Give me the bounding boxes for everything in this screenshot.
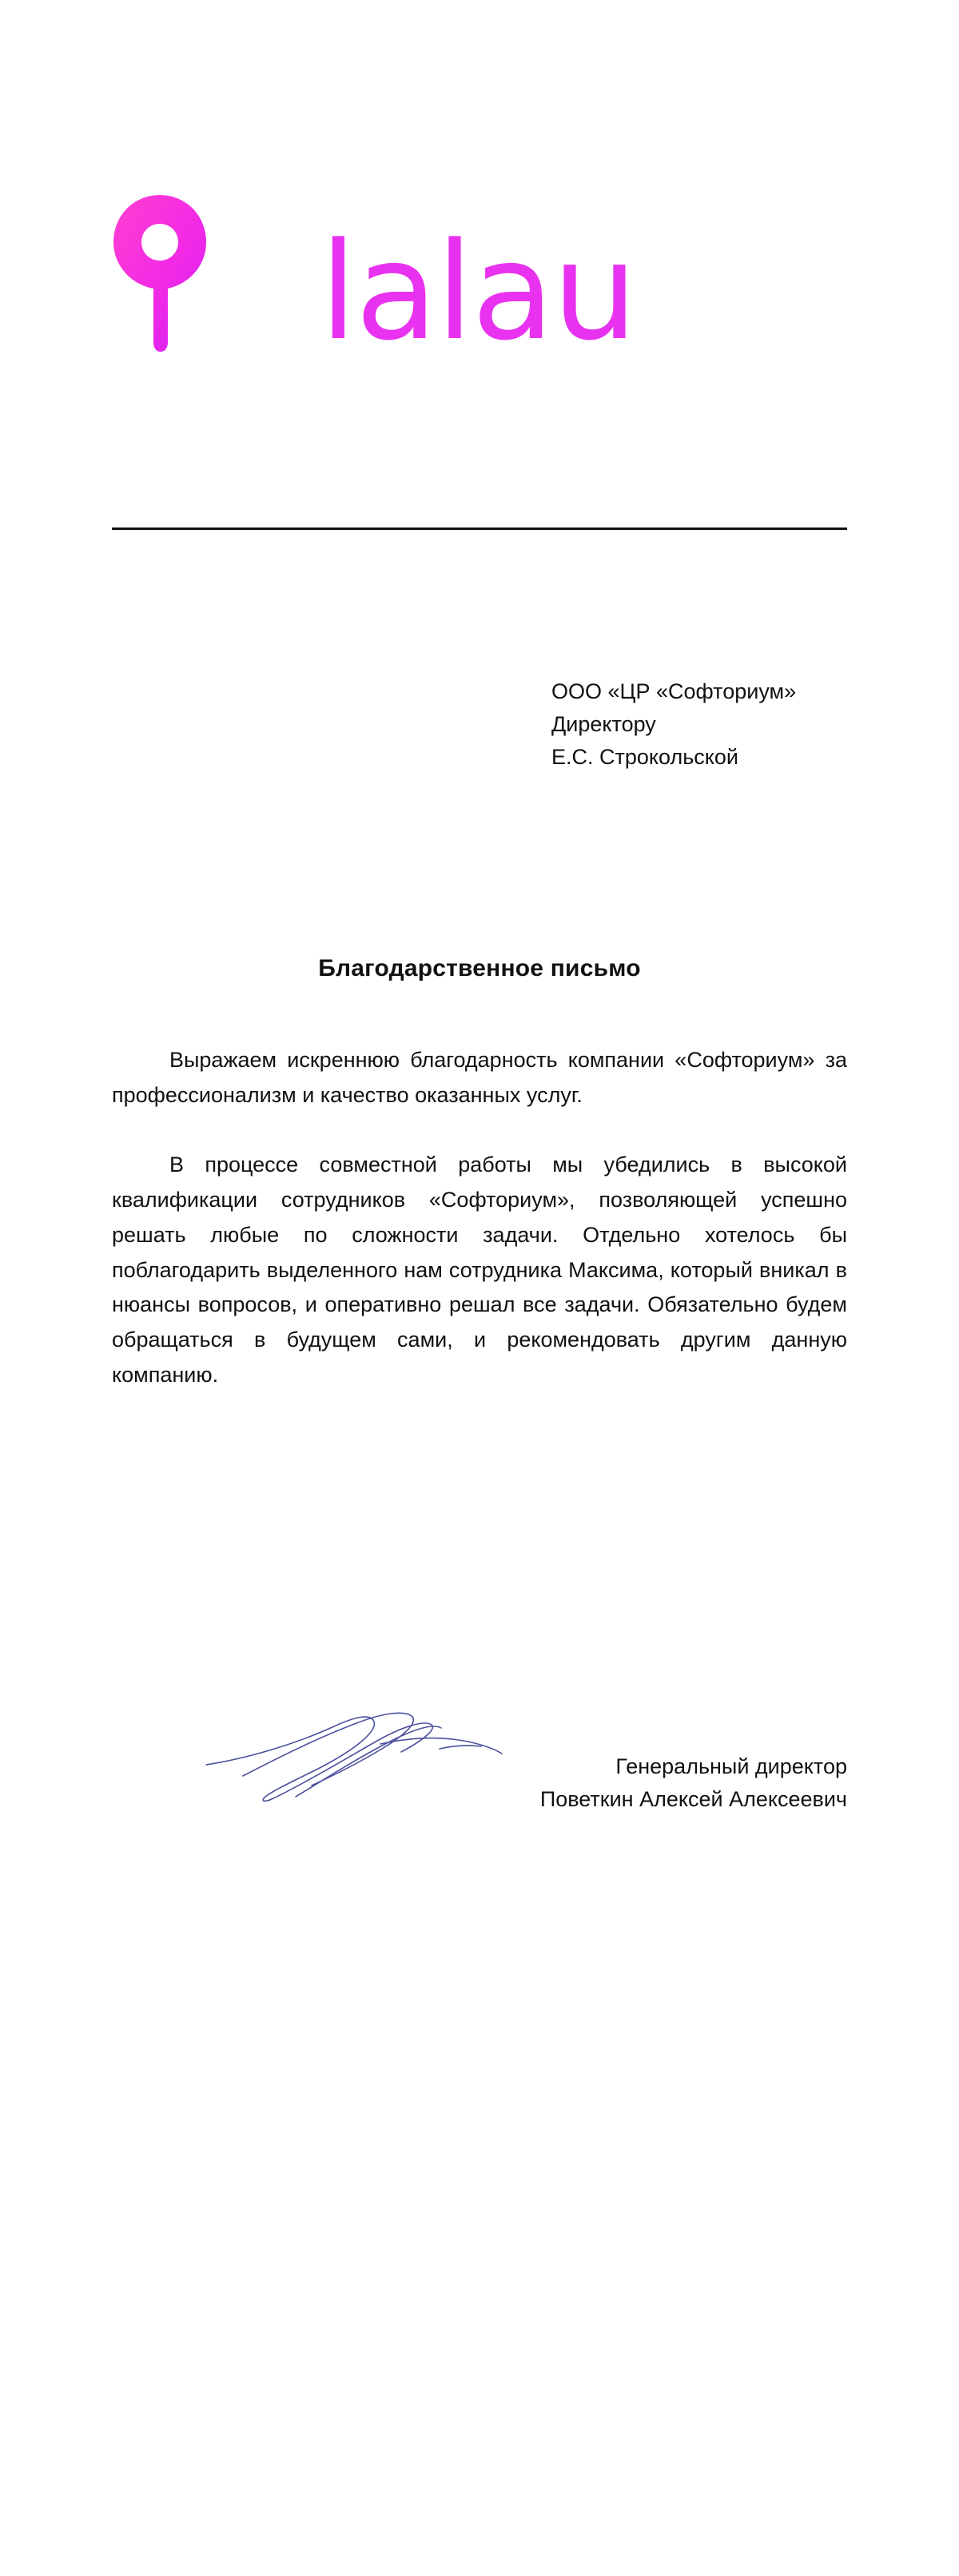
addressee-name: Е.С. Строкольской [551, 745, 738, 770]
addressee-block [551, 675, 796, 774]
page-title: Благодарственное письмо [318, 955, 641, 981]
lalau-pin-logo-icon [112, 192, 208, 384]
signature-block [112, 1702, 847, 1862]
addressee-role: Директору [551, 712, 656, 737]
signer-details [540, 1750, 847, 1815]
letterhead [112, 0, 847, 371]
signer-position: Генеральный директор [615, 1754, 847, 1778]
body-paragraph-2: В процессе совместной работы мы убедились в высокой квалификации сотрудников «Софториум», позволяющей успешно решать любые по сложности задачи. Отдельно хотелось бы поблагодарить выделенного нам сотрудника Максима, который вникал в нюансы вопросов, и оперативно решал все задачи. Обязательно будем обращаться в будущем сами, и рекомендовать другим данную компанию. [112, 1153, 847, 1387]
logo-row [112, 192, 847, 384]
lalau-wordmark: lalau [320, 213, 636, 371]
handwritten-signature-icon [200, 1702, 519, 1810]
header-divider [112, 528, 847, 530]
addressee-company: ООО «ЦР «Софториум» [551, 679, 797, 703]
signer-name: Поветкин Алексей Алексеевич [539, 1786, 847, 1811]
letter-body [112, 1043, 847, 1393]
body-paragraph-1: Выражаем искреннюю благодарность компании «Софториум» за профессионализм и качество оказанных услуг. [112, 1048, 847, 1107]
